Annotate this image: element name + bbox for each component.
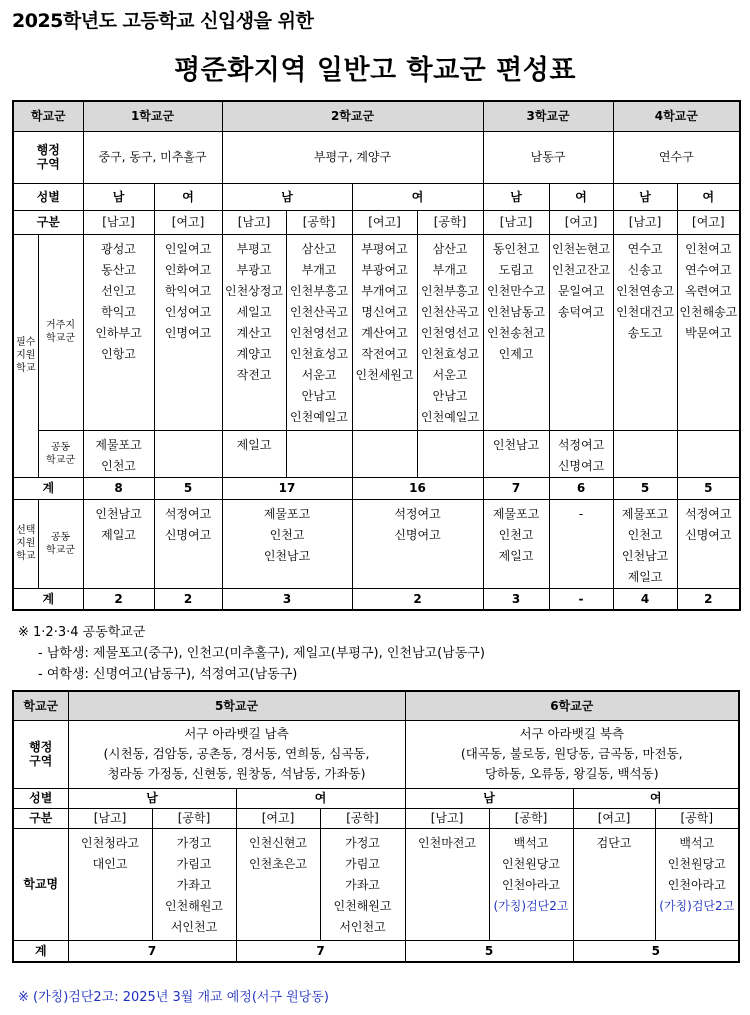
school-name: 제물포고 — [95, 437, 142, 452]
school-name: 인천산곡고 — [290, 304, 348, 319]
school-name: 인천산곡고 — [421, 304, 479, 319]
total-cell-2: 5 — [405, 940, 573, 962]
school-name: 연수여고 — [685, 262, 732, 277]
optional-total-cell: 2 — [677, 588, 740, 610]
region-2: 부평구, 계양구 — [222, 131, 483, 183]
residence-list — [222, 234, 286, 430]
school-name: 인천효성고 — [290, 346, 348, 361]
schools-list — [320, 828, 405, 940]
category-cell-2: [공학] — [489, 808, 573, 828]
school-name: 인천논현고 — [552, 241, 611, 256]
group-4: 4학교군 — [613, 101, 740, 131]
school-name: 동산고 — [101, 262, 136, 277]
school-name: 석정여고 — [164, 506, 212, 521]
category-cell: [여고] — [352, 210, 417, 234]
school-name: 석정여고 — [685, 506, 732, 521]
school-name: 인천예일고 — [421, 409, 479, 424]
optional-total-cell: 2 — [352, 588, 483, 610]
school-name: 박문여고 — [685, 325, 732, 340]
school-name: 부개고 — [301, 262, 337, 277]
optional-label: 선택 지원 학교 — [13, 499, 38, 588]
school-name: 인화여고 — [164, 262, 212, 277]
optional-list — [549, 499, 613, 588]
school-name: 신명여고 — [164, 527, 212, 542]
total-label: 계 — [13, 477, 83, 499]
school-name: 인천원당고 — [502, 856, 560, 871]
optional-total-cell: 2 — [154, 588, 222, 610]
school-name: (가칭)검단2고 — [659, 898, 735, 913]
school-name: 부광고 — [236, 262, 272, 277]
school-name: 부평여고 — [361, 241, 408, 256]
school-name: 백석고 — [513, 835, 549, 850]
school-name: 인천고 — [498, 527, 534, 542]
school-name: 인천여고 — [685, 241, 732, 256]
schools-list — [655, 828, 739, 940]
school-name: 부개여고 — [361, 283, 408, 298]
residence-list — [83, 234, 154, 430]
footnote: ※ (가칭)검단2고: 2025년 3월 개교 예정(서구 원당동) — [18, 990, 329, 1005]
total-cell: 8 — [83, 477, 154, 499]
category-cell-2: [여고] — [573, 808, 655, 828]
school-name: 인천해송고 — [679, 304, 738, 319]
common-label: 공동 학교군 — [38, 430, 83, 477]
total-label-2: 계 — [13, 940, 68, 962]
school-name: 인천고 — [101, 458, 136, 473]
schools-list — [68, 828, 152, 940]
school-name: 학익고 — [101, 304, 136, 319]
school-name: 동인천고 — [492, 241, 540, 256]
school-name: 인천만수고 — [487, 283, 546, 298]
school-name: 삼산고 — [301, 241, 337, 256]
common-list — [677, 430, 740, 477]
schools-list — [405, 828, 489, 940]
gender-cell: 여 — [677, 183, 740, 210]
category-cell-2: [공학] — [152, 808, 236, 828]
total-cell: 17 — [222, 477, 352, 499]
total-cell: 6 — [549, 477, 613, 499]
school-name: 제물포고 — [492, 506, 540, 521]
common-group-notes — [18, 622, 485, 685]
category-cell: [남고] — [613, 210, 677, 234]
title-line2: 평준화지역 일반고 학교군 편성표 — [174, 55, 576, 86]
school-name: 옥련여고 — [685, 283, 732, 298]
gender-cell: 남 — [483, 183, 549, 210]
residence-list — [677, 234, 740, 430]
region-3: 남동구 — [483, 131, 613, 183]
gender-cell: 남 — [222, 183, 352, 210]
school-name: 가정고 — [176, 835, 212, 850]
school-name: 인성여고 — [164, 304, 212, 319]
school-name: 가좌고 — [176, 877, 212, 892]
common-list — [613, 430, 677, 477]
optional-total-cell: 4 — [613, 588, 677, 610]
school-name: 안남고 — [432, 388, 468, 403]
school-name: 계산고 — [236, 325, 272, 340]
school-name: 인천부흥고 — [290, 283, 348, 298]
total-cell-2: 5 — [573, 940, 739, 962]
notes-line3: - 여학생: 신명여고(남동구), 석정여고(남동구) — [38, 667, 298, 682]
region-5: 서구 아라뱃길 남측 (시천동, 검암동, 공촌동, 경서동, 연희동, 심곡동, 청라동 가정동, 신현동, 원창동, 석남동, 가좌동) — [68, 720, 405, 788]
school-name: 문일여고 — [557, 283, 605, 298]
gender-label: 성별 — [13, 183, 83, 210]
school-name: 인일여고 — [164, 241, 212, 256]
total-cell: 5 — [154, 477, 222, 499]
school-name: 서운고 — [432, 367, 468, 382]
school-name: 도림고 — [498, 262, 534, 277]
required-label: 필수 지원 학교 — [13, 234, 38, 477]
residence-label: 거주지 학교군 — [38, 234, 83, 430]
schools-list — [489, 828, 573, 940]
category-cell-2: [여고] — [236, 808, 320, 828]
school-name: 신송고 — [627, 262, 663, 277]
common-list — [83, 430, 154, 477]
school-name: 인천고잔고 — [552, 262, 611, 277]
schools-list — [152, 828, 236, 940]
gender-cell: 남 — [83, 183, 154, 210]
common-list — [352, 430, 417, 477]
category-cell-2: [남고] — [68, 808, 152, 828]
school-name: 부광여고 — [361, 262, 408, 277]
group-label: 학교군 — [13, 101, 83, 131]
school-name: 인천남고 — [263, 548, 311, 563]
residence-list — [417, 234, 483, 430]
school-name: 제일고 — [101, 527, 136, 542]
residence-list — [352, 234, 417, 430]
gender-cell: 여 — [154, 183, 222, 210]
group-label-2: 학교군 — [13, 691, 68, 720]
school-group-table-2 — [12, 690, 740, 963]
residence-list — [286, 234, 352, 430]
school-name: (가칭)검단2고 — [493, 898, 569, 913]
school-name: 인천남고 — [492, 437, 540, 452]
school-name: 인천남동고 — [487, 304, 546, 319]
school-name: 서운고 — [301, 367, 337, 382]
title-line1: 2025학년도 고등학교 신입생을 위한 — [12, 10, 314, 32]
common-list — [417, 430, 483, 477]
category-cell-2: [남고] — [405, 808, 489, 828]
group-3: 3학교군 — [483, 101, 613, 131]
school-name: 세일고 — [236, 304, 272, 319]
school-name: 인천남고 — [95, 506, 142, 521]
total-cell: 5 — [677, 477, 740, 499]
common-list — [154, 430, 222, 477]
school-group-table-1 — [12, 100, 741, 611]
group-2: 2학교군 — [222, 101, 483, 131]
category-cell: [여고] — [549, 210, 613, 234]
school-name: 제일고 — [498, 548, 534, 563]
category-cell: [공학] — [286, 210, 352, 234]
school-name: 인명여고 — [164, 325, 212, 340]
category-cell-2: [공학] — [655, 808, 739, 828]
optional-list — [83, 499, 154, 588]
school-name: 작전고 — [236, 367, 272, 382]
category-cell: [공학] — [417, 210, 483, 234]
school-name: 인천해원고 — [333, 898, 392, 913]
gender-label-2: 성별 — [13, 788, 68, 808]
notes-line1: ※ 1·2·3·4 공동학교군 — [18, 625, 146, 640]
school-name: 인천초은고 — [249, 856, 307, 871]
region-6: 서구 아라뱃길 북측 (대곡동, 불로동, 원당동, 금곡동, 마전동, 당하동, 오류동, 왕길동, 백석동) — [405, 720, 739, 788]
school-name: 명신여고 — [361, 304, 408, 319]
school-name: 제물포고 — [263, 506, 311, 521]
school-name: 인천예일고 — [290, 409, 348, 424]
school-name: 가좌고 — [345, 877, 380, 892]
optional-list — [352, 499, 483, 588]
common-list — [222, 430, 286, 477]
schools-list — [573, 828, 655, 940]
school-name: 인천원당고 — [667, 856, 726, 871]
school-name: 안남고 — [301, 388, 337, 403]
school-name: 가림고 — [176, 856, 212, 871]
notes-line2: - 남학생: 제물포고(중구), 인천고(미추홀구), 제일고(부평구), 인천남고(남동구) — [38, 646, 485, 661]
optional-list — [222, 499, 352, 588]
school-name: 검단고 — [596, 835, 632, 850]
category-label-2: 구분 — [13, 808, 68, 828]
school-name: 인천고 — [269, 527, 305, 542]
school-name: 학익여고 — [164, 283, 212, 298]
group-6: 6학교군 — [405, 691, 739, 720]
residence-list — [613, 234, 677, 430]
school-name: 삼산고 — [432, 241, 468, 256]
total-cell: 16 — [352, 477, 483, 499]
school-name: 인천상정고 — [225, 283, 283, 298]
school-name: 인천고 — [627, 527, 663, 542]
school-name: 제일고 — [236, 437, 272, 452]
school-name: 작전여고 — [361, 346, 408, 361]
category-cell: [여고] — [154, 210, 222, 234]
gender-cell: 남 — [613, 183, 677, 210]
school-name: 인천남고 — [621, 548, 669, 563]
residence-list — [154, 234, 222, 430]
school-name: 연수고 — [627, 241, 663, 256]
optional-total-cell: 3 — [222, 588, 352, 610]
common-list — [483, 430, 549, 477]
common-list — [549, 430, 613, 477]
school-name: 인천마전고 — [418, 835, 476, 850]
school-name: 계양고 — [236, 346, 272, 361]
school-name: 인천아라고 — [502, 877, 560, 892]
school-name: 인천송천고 — [487, 325, 546, 340]
school-name: 인천해원고 — [165, 898, 223, 913]
residence-list — [483, 234, 549, 430]
group-5: 5학교군 — [68, 691, 405, 720]
school-name: 백석고 — [679, 835, 715, 850]
school-name: 가정고 — [345, 835, 380, 850]
category-cell: [남고] — [83, 210, 154, 234]
residence-list — [549, 234, 613, 430]
category-cell-2: [공학] — [320, 808, 405, 828]
region-1: 중구, 동구, 미추홀구 — [83, 131, 222, 183]
school-name: 인천부흥고 — [421, 283, 479, 298]
school-name: 인천효성고 — [421, 346, 479, 361]
school-name: 인하부고 — [95, 325, 142, 340]
school-name: 신명여고 — [557, 458, 605, 473]
gender-cell: 여 — [549, 183, 613, 210]
gender-cell-2: 남 — [68, 788, 236, 808]
school-name: 계산여고 — [361, 325, 408, 340]
optional-total-label: 계 — [13, 588, 83, 610]
total-cell-2: 7 — [68, 940, 236, 962]
school-name: 인천대건고 — [616, 304, 675, 319]
school-name: 인천아라고 — [667, 877, 726, 892]
school-name: 인천연송고 — [616, 283, 675, 298]
region-4: 연수구 — [613, 131, 740, 183]
optional-total-cell: - — [549, 588, 613, 610]
optional-total-cell: 2 — [83, 588, 154, 610]
school-name: 서인천고 — [339, 919, 386, 934]
school-name: 대인고 — [92, 856, 128, 871]
school-name: 석정여고 — [557, 437, 605, 452]
school-name: 인천영선고 — [290, 325, 348, 340]
school-name: 선인고 — [101, 283, 136, 298]
total-cell: 5 — [613, 477, 677, 499]
schools-list — [236, 828, 320, 940]
school-name: 광성고 — [101, 241, 136, 256]
school-name: 제일고 — [627, 569, 663, 584]
school-name: 부개고 — [432, 262, 468, 277]
optional-list — [613, 499, 677, 588]
optional-list — [154, 499, 222, 588]
school-name: 인천세원고 — [355, 367, 414, 382]
school-name: 신명여고 — [394, 527, 441, 542]
school-name: 서인천고 — [170, 919, 218, 934]
gender-cell-2: 여 — [236, 788, 405, 808]
category-cell: [남고] — [483, 210, 549, 234]
category-cell: [여고] — [677, 210, 740, 234]
school-name: 인천신현고 — [249, 835, 307, 850]
schools-label: 학교명 — [13, 828, 68, 940]
school-name: 제물포고 — [621, 506, 669, 521]
school-name: 인항고 — [101, 346, 136, 361]
group-1: 1학교군 — [83, 101, 222, 131]
school-name: 송덕여고 — [557, 304, 605, 319]
school-name: 신명여고 — [685, 527, 732, 542]
category-label: 구분 — [13, 210, 83, 234]
gender-cell: 여 — [352, 183, 483, 210]
school-name: 부평고 — [236, 241, 272, 256]
school-name: 인천청라고 — [81, 835, 139, 850]
total-cell-2: 7 — [236, 940, 405, 962]
school-name: 인천영선고 — [421, 325, 479, 340]
school-name: 송도고 — [627, 325, 663, 340]
school-name: 석정여고 — [394, 506, 441, 521]
category-cell: [남고] — [222, 210, 286, 234]
gender-cell-2: 여 — [573, 788, 739, 808]
optional-list — [483, 499, 549, 588]
school-name: - — [578, 506, 584, 521]
school-name: 인제고 — [498, 346, 534, 361]
school-name: 가림고 — [345, 856, 380, 871]
region-label: 행정 구역 — [13, 131, 83, 183]
total-cell: 7 — [483, 477, 549, 499]
region-label-2: 행정 구역 — [13, 720, 68, 788]
optional-list — [677, 499, 740, 588]
common-list — [286, 430, 352, 477]
gender-cell-2: 남 — [405, 788, 573, 808]
optional-common-label: 공동 학교군 — [38, 499, 83, 588]
optional-total-cell: 3 — [483, 588, 549, 610]
